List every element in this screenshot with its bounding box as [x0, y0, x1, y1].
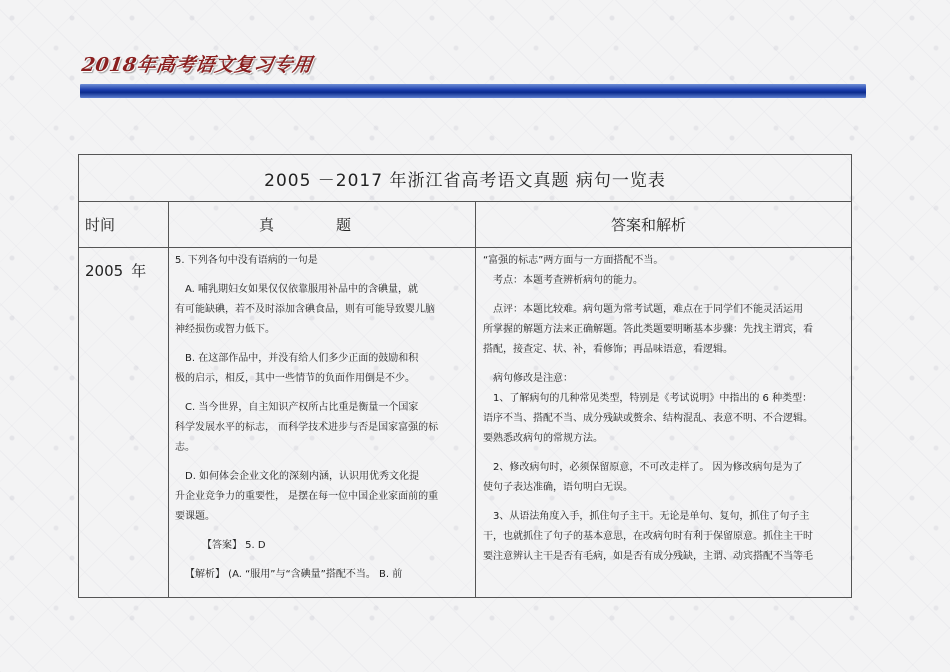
header-time: 时间 [85, 216, 116, 234]
answer-line: 【答案】 5. D [202, 540, 266, 551]
column-divider-2 [475, 201, 476, 598]
analysis-line-14: 要注意辨认主干是否有毛病，如是否有成分残缺，主谓、动宾搭配不当等毛 [483, 551, 813, 562]
analysis-line-8: 语序不当、搭配不当、成分残缺或赘余、结构混乱、表意不明、不合逻辑。 [483, 413, 813, 424]
question-stem: 5. 下列各句中没有语病的一句是 [175, 255, 318, 266]
analysis-line-12: 3、从语法角度入手，抓住句子主干。无论是单句、复句，抓住了句子主 [493, 511, 810, 522]
year-cell [85, 260, 146, 281]
analysis-line-13: 干，也就抓住了句子的基本意思，在改病句时有利于保留原意。抓住主干时 [483, 531, 813, 542]
answer-table [78, 154, 852, 598]
option-d-line-3: 要课题。 [175, 511, 215, 522]
brand-title: 2018年高考语文复习专用 [80, 54, 314, 76]
header-answer: 答案和解析 [611, 216, 687, 234]
option-c-line-3: 志。 [175, 442, 195, 453]
table-header-row [79, 201, 851, 248]
header-question-a: 真 [259, 216, 275, 234]
header-question-b: 题 [336, 216, 352, 234]
option-a-line-1: A. 哺乳期妇女如果仅仅依靠服用补品中的含碘量，就 [185, 284, 419, 295]
analysis-line-10: 2、修改病句时，必须保留原意，不可改走样了。 因为修改病句是为了 [493, 462, 803, 473]
analysis-line: 【解析】 (A. “服用”与“含碘量”搭配不当。 B. 前 [185, 569, 403, 580]
option-a-line-3: 神经损伤或智力低下。 [175, 324, 275, 335]
year-number: 2005 [85, 262, 124, 280]
option-d-line-2: 升企业竞争力的重要性， 是摆在每一位中国企业家面前的重 [175, 491, 439, 502]
analysis-line-2: 考点：本题考查辨析病句的能力。 [493, 275, 643, 286]
option-b-line-1: B. 在这部作品中，并没有给人们多少正面的鼓励和积 [185, 353, 419, 364]
analysis-line-6: 病句修改是注意： [493, 373, 573, 384]
brand-divider-bar [80, 84, 866, 98]
analysis-line-4: 所掌握的解题方法来正确解题。答此类题要明晰基本步骤：先找主谓宾，看 [483, 324, 813, 335]
option-a-line-2: 有可能缺碘，若不及时添加含碘食品，则有可能导致婴儿脑 [175, 304, 435, 315]
option-b-line-2: 极的启示，相反，其中一些情节的负面作用倒是不少。 [175, 373, 415, 384]
option-c-line-1: C. 当今世界，自主知识产权所占比重是衡量一个国家 [185, 402, 419, 413]
column-divider-1 [168, 201, 169, 598]
year-suffix: 年 [131, 262, 147, 280]
analysis-line-7: 1、了解病句的几种常见类型，特别是《考试说明》中指出的 6 种类型： [493, 393, 813, 404]
option-c-line-2: 科学发展水平的标志， 而科学技术进步与否是国家富强的标 [175, 422, 439, 433]
question-cell [175, 251, 475, 585]
table-title: 2005 －2017 年浙江省高考语文真题 病句一览表 [79, 155, 851, 202]
option-d-line-1: D. 如何体会企业文化的深刻内涵，认识用优秀文化提 [185, 471, 420, 482]
header-question [259, 214, 351, 235]
analysis-cell [483, 251, 849, 567]
analysis-line-9: 要熟悉改病句的常规方法。 [483, 433, 603, 444]
analysis-line-5: 搭配，接查定、状、补，看修饰；再品味语意，看逻辑。 [483, 344, 733, 355]
analysis-line-3: 点评：本题比较难。病句题为常考试题，难点在于同学们不能灵活运用 [493, 304, 803, 315]
analysis-line-1: “富强的标志”两方面与一方面搭配不当。 [483, 255, 664, 266]
analysis-line-11: 使句子表达准确，语句明白无误。 [483, 482, 633, 493]
